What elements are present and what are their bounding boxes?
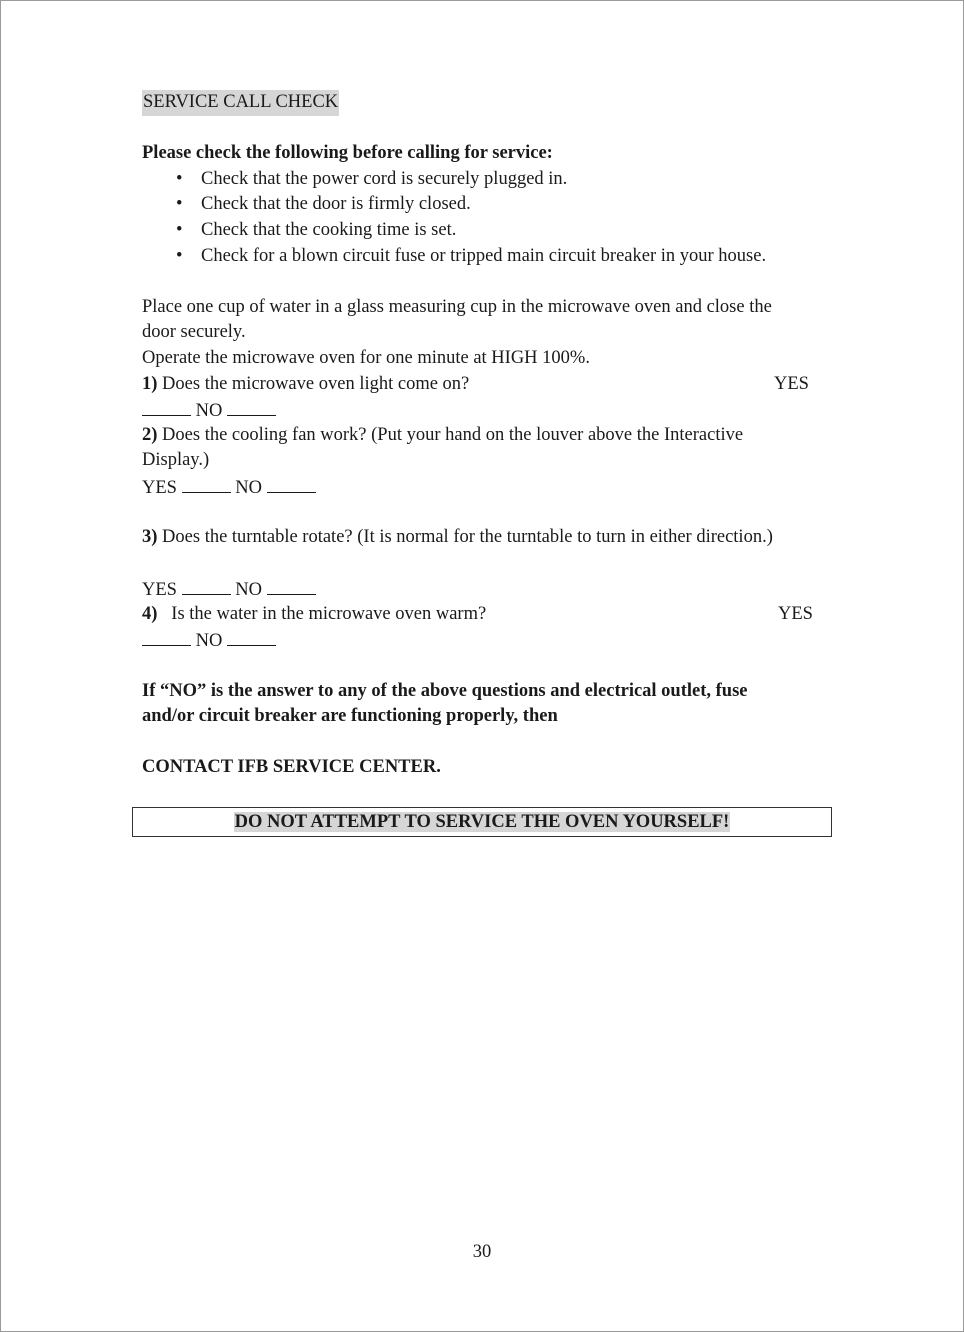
contact-line: CONTACT IFB SERVICE CENTER. [142, 757, 441, 778]
question-2 [142, 423, 832, 449]
yes-label: YES [142, 477, 177, 498]
question-text: Does the microwave oven light come on? [157, 373, 470, 394]
section-title: SERVICE CALL CHECK [142, 90, 339, 116]
no-label: NO [195, 401, 223, 422]
no-label: NO [195, 631, 223, 652]
question-3 [142, 525, 832, 551]
warning-text: DO NOT ATTEMPT TO SERVICE THE OVEN YOURSELF! [234, 812, 730, 832]
yes-blank[interactable] [142, 397, 191, 416]
question-number: 2) [142, 424, 158, 445]
question-1 [142, 372, 832, 398]
question-text-continued: Display.) [142, 450, 210, 471]
instruction-line: door securely. [142, 322, 246, 343]
intro-heading: Please check the following before calling for service: [142, 143, 553, 164]
checklist-item: • Check that the power cord is securely plugged in. [142, 167, 832, 193]
no-blank[interactable] [267, 474, 316, 493]
warning-box [132, 807, 832, 837]
question-text: Is the water in the microwave oven warm? [157, 603, 487, 624]
document-body [142, 90, 832, 781]
yes-blank[interactable] [182, 474, 231, 493]
page-number: 30 [472, 1242, 492, 1262]
bullet-icon: • [176, 168, 183, 189]
answer-row [142, 397, 832, 423]
checklist-item: • Check that the door is firmly closed. [142, 192, 832, 218]
yes-label: YES [778, 603, 813, 624]
yes-label: YES [142, 580, 177, 601]
bullet-icon: • [176, 245, 183, 266]
question-text: Does the cooling fan work? (Put your hand on the louver above the Interactive [157, 424, 744, 445]
conclusion-line: If “NO” is the answer to any of the above questions and electrical outlet, fuse [142, 680, 748, 701]
no-label: NO [235, 477, 262, 498]
checklist-item: • Check for a blown circuit fuse or tripped main circuit breaker in your house. [142, 244, 832, 270]
instruction-line: Place one cup of water in a glass measuring cup in the microwave oven and close the [142, 296, 772, 317]
bullet-icon: • [176, 219, 183, 240]
no-blank[interactable] [227, 397, 276, 416]
conclusion-line: and/or circuit breaker are functioning properly, then [142, 706, 558, 727]
checklist-item: • Check that the cooking time is set. [142, 218, 832, 244]
no-blank[interactable] [227, 627, 276, 646]
no-blank[interactable] [267, 576, 316, 595]
yes-blank[interactable] [182, 576, 231, 595]
answer-row [142, 627, 832, 653]
yes-blank[interactable] [142, 627, 191, 646]
answer-row [142, 474, 832, 500]
answer-row [142, 576, 832, 602]
no-label: NO [235, 580, 262, 601]
instruction-line: Operate the microwave oven for one minute at HIGH 100%. [142, 347, 590, 368]
question-number: 3) [142, 527, 158, 548]
bullet-icon: • [176, 194, 183, 215]
question-4 [142, 602, 832, 628]
question-text: Does the turntable rotate? (It is normal for the turntable to turn in either direction.) [157, 527, 773, 548]
section-title-row [142, 90, 832, 116]
question-number: 1) [142, 373, 158, 394]
yes-label: YES [774, 373, 809, 394]
question-number: 4) [142, 603, 158, 624]
checklist [142, 167, 832, 269]
